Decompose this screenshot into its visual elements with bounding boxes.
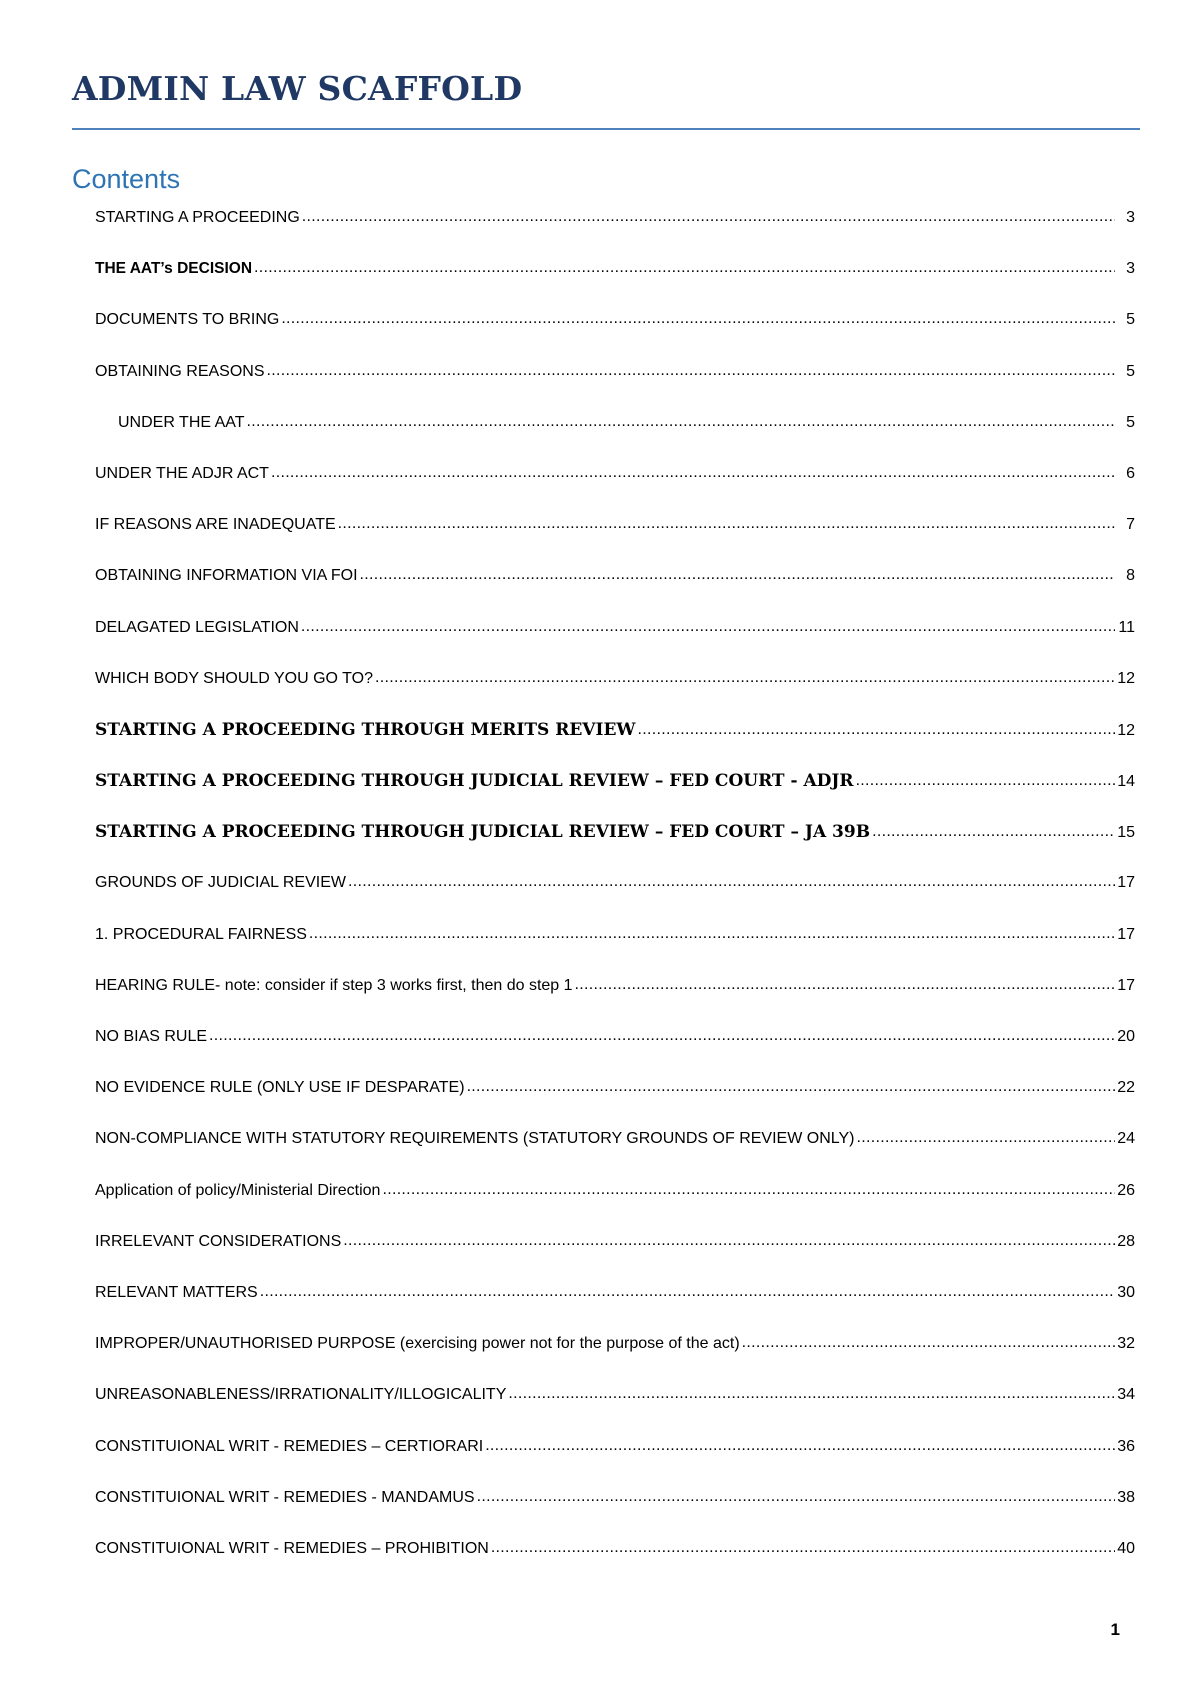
toc-entry[interactable] [95, 1537, 1135, 1588]
toc-entry-page-number[interactable]: 3 [1126, 209, 1135, 226]
toc-entry-page-number[interactable]: 5 [1126, 311, 1135, 329]
toc-entry[interactable] [95, 513, 1135, 564]
toc-entry[interactable] [95, 360, 1135, 411]
toc-entry[interactable] [95, 1025, 1135, 1076]
toc-dot-leader [856, 1126, 1115, 1150]
toc-entry-title[interactable]: THE AAT’s DECISION [95, 260, 253, 278]
toc-entry[interactable] [95, 1230, 1135, 1281]
toc-entry-page-number[interactable]: 22 [1117, 1079, 1135, 1097]
toc-dot-leader [338, 512, 1115, 536]
toc-dot-leader [382, 1178, 1115, 1202]
toc-entry-title[interactable]: IMPROPER/UNAUTHORISED PURPOSE (exercising power not for the purpose of the act) [95, 1335, 740, 1353]
toc-entry[interactable] [95, 718, 1135, 769]
toc-dot-leader [271, 461, 1115, 485]
toc-entry-title[interactable]: CONSTITUIONAL WRIT - REMEDIES – CERTIORARI [95, 1437, 484, 1455]
toc-entry[interactable] [95, 1383, 1135, 1434]
toc-entry-page-number[interactable]: 17 [1117, 976, 1135, 994]
toc-entry-page-number[interactable]: 12 [1117, 669, 1135, 687]
contents-heading: Contents [72, 164, 181, 194]
toc-entry[interactable] [95, 974, 1135, 1025]
toc-dot-leader [485, 1434, 1115, 1458]
toc-entry-title[interactable]: STARTING A PROCEEDING THROUGH JUDICIAL REVIEW – FED COURT - ADJR [95, 771, 854, 792]
toc-dot-leader [267, 359, 1115, 383]
toc-dot-leader [209, 1024, 1115, 1048]
toc-dot-leader [260, 1280, 1115, 1304]
toc-entry-page-number[interactable]: 14 [1117, 773, 1135, 791]
toc-entry-title[interactable]: OBTAINING REASONS [95, 362, 265, 380]
toc-entry-page-number[interactable]: 12 [1117, 721, 1135, 739]
toc-dot-leader [302, 205, 1115, 229]
toc-dot-leader [491, 1536, 1115, 1560]
toc-entry[interactable] [95, 667, 1135, 718]
toc-dot-leader [247, 410, 1115, 434]
toc-dot-leader [508, 1382, 1115, 1406]
toc-entry-page-number[interactable]: 20 [1117, 1028, 1135, 1045]
toc-dot-leader [343, 1229, 1115, 1253]
toc-entry-page-number[interactable]: 8 [1126, 567, 1135, 585]
toc-entry[interactable] [95, 769, 1135, 820]
toc-entry-title[interactable]: NON-COMPLIANCE WITH STATUTORY REQUIREMENTS (STATUTORY GROUNDS OF REVIEW ONLY) [95, 1130, 855, 1148]
toc-entry-title[interactable]: 1. PROCEDURAL FAIRNESS [95, 925, 307, 943]
toc-entry[interactable] [95, 616, 1135, 667]
toc-entry-title[interactable]: RELEVANT MATTERS [95, 1283, 258, 1301]
toc-entry[interactable] [95, 462, 1135, 513]
toc-dot-leader [467, 1075, 1115, 1099]
toc-dot-leader [638, 718, 1116, 742]
toc-entry[interactable] [95, 411, 1135, 462]
toc-entry[interactable] [95, 308, 1135, 359]
toc-dot-leader [477, 1485, 1115, 1509]
toc-entry-page-number[interactable]: 17 [1117, 925, 1135, 943]
table-of-contents [95, 206, 1135, 1588]
toc-entry[interactable] [95, 820, 1135, 871]
toc-entry-page-number[interactable]: 40 [1117, 1539, 1135, 1557]
toc-dot-leader [281, 307, 1115, 331]
toc-entry[interactable] [95, 1127, 1135, 1178]
toc-entry-page-number[interactable]: 15 [1117, 824, 1135, 842]
title-underline [72, 128, 1140, 130]
toc-entry-page-number[interactable]: 17 [1117, 874, 1135, 892]
toc-entry-page-number[interactable]: 5 [1126, 362, 1135, 380]
toc-dot-leader [742, 1331, 1115, 1355]
toc-dot-leader [348, 870, 1115, 894]
toc-entry-page-number[interactable]: 38 [1117, 1488, 1135, 1506]
toc-entry-page-number[interactable]: 5 [1126, 413, 1135, 431]
toc-entry[interactable] [95, 871, 1135, 922]
toc-entry-title[interactable]: STARTING A PROCEEDING THROUGH JUDICIAL REVIEW – FED COURT – JA 39B [95, 822, 871, 843]
toc-entry-page-number[interactable]: 30 [1117, 1283, 1135, 1301]
toc-entry[interactable] [95, 923, 1135, 974]
toc-entry-page-number[interactable]: 32 [1117, 1335, 1135, 1353]
toc-entry-title[interactable]: NO EVIDENCE RULE (ONLY USE IF DESPARATE) [95, 1079, 465, 1097]
toc-dot-leader [309, 922, 1115, 946]
page-number: 1 [1110, 1620, 1120, 1639]
toc-entry[interactable] [95, 1435, 1135, 1486]
toc-entry[interactable] [95, 1281, 1135, 1332]
toc-entry-title[interactable]: UNDER THE AAT [118, 413, 245, 431]
toc-entry-title[interactable]: STARTING A PROCEEDING [95, 209, 300, 226]
toc-entry-title[interactable]: NO BIAS RULE [95, 1028, 208, 1045]
toc-entry-title[interactable]: OBTAINING INFORMATION VIA FOI [95, 567, 358, 585]
toc-entry-title[interactable]: GROUNDS OF JUDICIAL REVIEW [95, 874, 346, 892]
toc-entry-page-number[interactable]: 36 [1117, 1437, 1135, 1455]
toc-dot-leader [575, 973, 1115, 997]
toc-entry[interactable] [95, 206, 1135, 257]
toc-entry-page-number[interactable]: 3 [1126, 260, 1135, 278]
toc-entry-title[interactable]: UNREASONABLENESS/IRRATIONALITY/ILLOGICALITY [95, 1386, 507, 1404]
toc-entry-title[interactable]: STARTING A PROCEEDING THROUGH MERITS REVIEW [95, 719, 636, 740]
toc-entry-title[interactable]: UNDER THE ADJR ACT [95, 464, 269, 482]
toc-entry[interactable] [95, 1179, 1135, 1230]
toc-entry-page-number[interactable]: 34 [1117, 1386, 1135, 1404]
toc-entry-page-number[interactable]: 6 [1126, 464, 1135, 482]
toc-dot-leader [856, 769, 1115, 793]
toc-entry-page-number[interactable]: 26 [1117, 1181, 1135, 1199]
toc-entry-page-number[interactable]: 28 [1117, 1232, 1135, 1250]
toc-dot-leader [872, 820, 1115, 844]
toc-entry-title[interactable]: IRRELEVANT CONSIDERATIONS [95, 1232, 342, 1250]
toc-entry[interactable] [95, 257, 1135, 308]
toc-entry-title[interactable]: DELAGATED LEGISLATION [95, 618, 299, 636]
toc-entry[interactable] [95, 564, 1135, 615]
toc-dot-leader [301, 615, 1115, 639]
toc-entry-title[interactable]: HEARING RULE- note: consider if step 3 works first, then do step 1 [95, 976, 573, 994]
toc-entry-page-number[interactable]: 7 [1126, 516, 1135, 534]
toc-dot-leader [360, 563, 1115, 587]
toc-entry[interactable] [95, 1486, 1135, 1537]
toc-entry[interactable] [95, 1332, 1135, 1383]
toc-entry-title[interactable]: Application of policy/Ministerial Direction [95, 1181, 381, 1199]
toc-entry[interactable] [95, 1076, 1135, 1127]
toc-entry-page-number[interactable]: 24 [1117, 1130, 1135, 1148]
document-title: ADMIN LAW SCAFFOLD [72, 69, 523, 108]
toc-entry-title[interactable]: CONSTITUIONAL WRIT - REMEDIES - MANDAMUS [95, 1488, 475, 1506]
toc-entry-title[interactable]: DOCUMENTS TO BRING [95, 311, 280, 329]
toc-dot-leader [375, 666, 1115, 690]
toc-entry-title[interactable]: CONSTITUIONAL WRIT - REMEDIES – PROHIBITION [95, 1539, 489, 1557]
toc-entry-page-number[interactable]: 11 [1118, 618, 1135, 636]
toc-entry-title[interactable]: IF REASONS ARE INADEQUATE [95, 516, 336, 534]
toc-dot-leader [254, 256, 1115, 280]
toc-entry-title[interactable]: WHICH BODY SHOULD YOU GO TO? [95, 669, 373, 687]
